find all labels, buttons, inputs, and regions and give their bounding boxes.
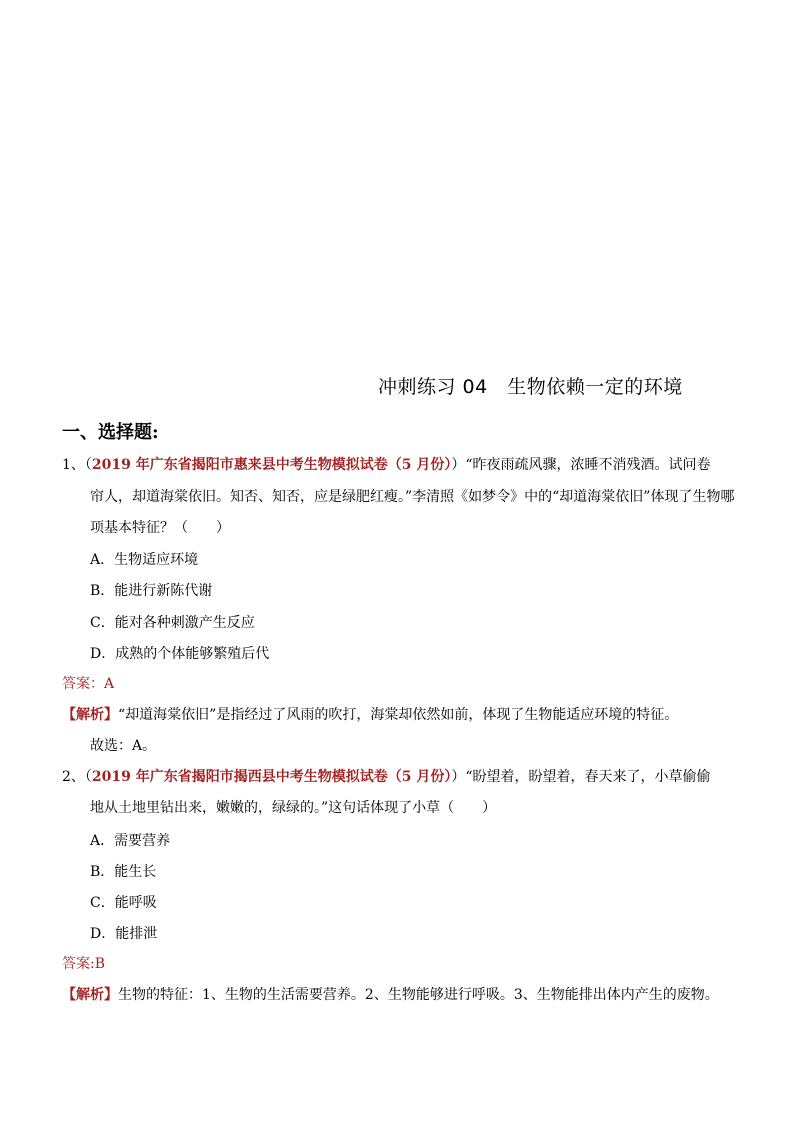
question-2-option-c: C．能呼吸 xyxy=(90,895,157,911)
question-1-analysis-text: “却道海棠依旧”是指经过了风雨的吹打，海棠却依然如前，体现了生物能适应环境的特征。 xyxy=(118,707,679,723)
question-1-option-d: D．成熟的个体能够繁殖后代 xyxy=(90,646,270,662)
question-2-analysis-label: 【解析】 xyxy=(62,987,118,1003)
question-2-source: 2019 年广东省揭阳市揭西县中考生物模拟试卷（5 月份） xyxy=(91,769,452,785)
question-1-option-a: A．生物适应环境 xyxy=(90,552,199,568)
question-2-number: 2、（ xyxy=(62,769,92,785)
question-1-analysis-label: 【解析】 xyxy=(62,707,118,723)
question-1-option-b: B．能进行新陈代谢 xyxy=(90,583,213,599)
question-2-answer-value: B xyxy=(94,956,106,972)
question-1-conclusion: 故选：A。 xyxy=(90,738,157,754)
question-2-option-b: B．能生长 xyxy=(90,864,157,880)
question-1-line-3: 项基本特征？（ ） xyxy=(90,520,230,536)
question-1-answer-value: A xyxy=(104,676,115,692)
question-1-answer-label: 答案： xyxy=(62,676,104,692)
question-2-option-a: A．需要营养 xyxy=(90,833,171,849)
question-1-stem-start: ）“昨夜雨疏风骤，浓睡不消残酒。试问卷 xyxy=(451,457,711,473)
section-heading: 一、选择题: xyxy=(62,422,159,443)
question-1-answer xyxy=(62,674,114,694)
question-1-line-1 xyxy=(62,455,711,475)
question-1-line-2: 帘人，却道海棠依旧。知否、知否，应是绿肥红瘦。”李清照《如梦令》中的“却道海棠依旧”体现了生物哪 xyxy=(90,489,735,505)
question-2-line-1 xyxy=(62,767,711,787)
question-1-source: 2019 年广东省揭阳市惠来县中考生物模拟试卷（5 月份） xyxy=(91,457,452,473)
question-2-analysis xyxy=(62,985,719,1005)
page-title: 冲刺练习 04 生物依赖一定的环境 xyxy=(378,376,683,398)
question-2-analysis-text: 生物的特征：1、生物的生活需要营养。2、生物能够进行呼吸。3、生物能排出体内产生的废物。 xyxy=(118,987,719,1003)
question-1-option-c: C．能对各种刺激产生反应 xyxy=(90,615,255,631)
question-2-stem-start: ）“盼望着，盼望着，春天来了，小草偷偷 xyxy=(451,769,711,785)
question-2-answer-label: 答案: xyxy=(62,956,95,972)
question-2-option-d: D．能排泄 xyxy=(90,926,158,942)
question-1-number: 1、（ xyxy=(62,457,92,473)
question-1-analysis xyxy=(62,705,678,725)
question-2-line-2: 地从土地里钻出来，嫩嫩的，绿绿的。”这句话体现了小草（ ） xyxy=(90,800,497,816)
question-2-answer xyxy=(62,954,105,974)
